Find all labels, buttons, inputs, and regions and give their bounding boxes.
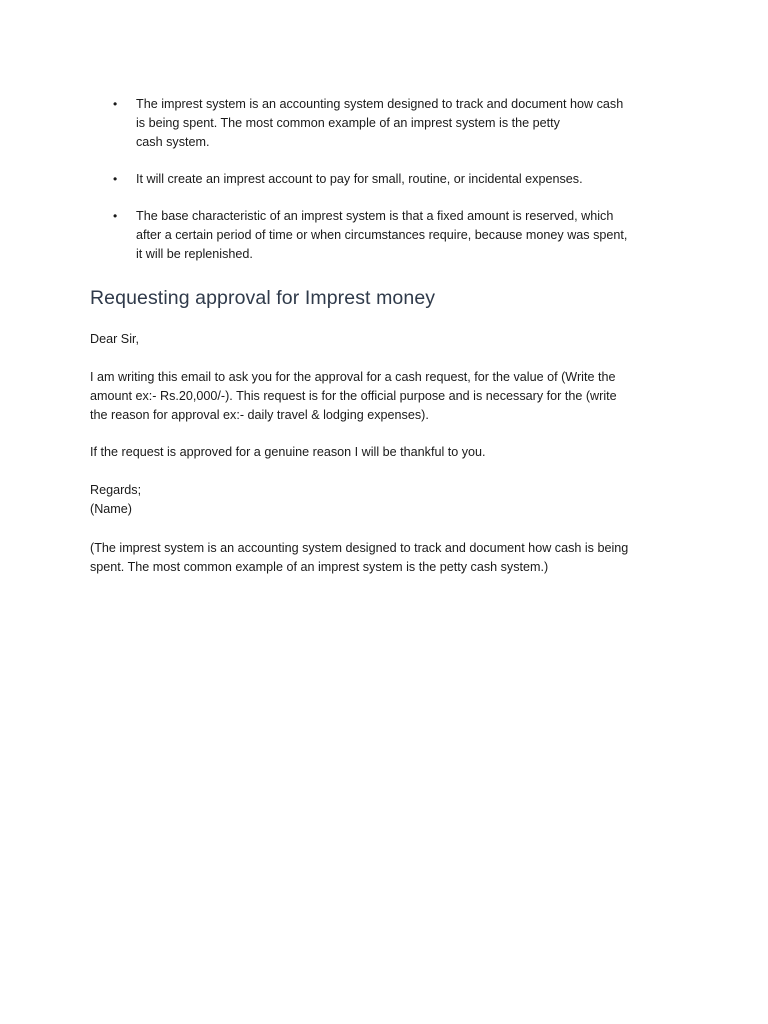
bullet-item — [0, 207, 681, 264]
bullet-item — [0, 170, 681, 189]
bullet-marker: • — [113, 209, 118, 223]
letter-thanks-paragraph: If the request is approved for a genuine reason I will be thankful to you. — [90, 445, 486, 459]
section-heading: Requesting approval for Imprest money — [90, 287, 436, 309]
closing-regards: Regards; — [90, 483, 142, 497]
bullet-item — [0, 95, 681, 152]
letter-line: amount ex:- Rs.20,000/-). This request is for the official purpose and is necessary for the (write — [90, 389, 617, 403]
bullet-marker: • — [113, 172, 118, 186]
bullet-line: it will be replenished. — [136, 247, 253, 261]
bullet-line: The imprest system is an accounting system designed to track and document how cash — [136, 97, 624, 111]
bullet-line: cash system. — [136, 135, 210, 149]
letter-line: I am writing this email to ask you for the approval for a cash request, for the value of (Write the — [90, 370, 616, 384]
bullet-line: It will create an imprest account to pay for small, routine, or incidental expenses. — [136, 172, 583, 186]
letter-note-paragraph — [90, 539, 690, 577]
letter-closing — [90, 481, 690, 519]
note-line: (The imprest system is an accounting system designed to track and document how cash is being — [90, 541, 629, 555]
letter-body-paragraph — [90, 368, 690, 425]
closing-name: (Name) — [90, 502, 132, 516]
bullet-line: The base characteristic of an imprest system is that a fixed amount is reserved, which — [136, 209, 614, 223]
letter-line: the reason for approval ex:- daily travel & lodging expenses). — [90, 408, 429, 422]
bullet-marker: • — [113, 97, 118, 111]
letter-greeting: Dear Sir, — [90, 332, 139, 346]
bullet-list — [0, 95, 768, 282]
note-line: spent. The most common example of an imprest system is the petty cash system.) — [90, 560, 549, 574]
bullet-line: after a certain period of time or when circumstances require, because money was spent, — [136, 228, 628, 242]
bullet-line: is being spent. The most common example of an imprest system is the petty — [136, 116, 560, 130]
